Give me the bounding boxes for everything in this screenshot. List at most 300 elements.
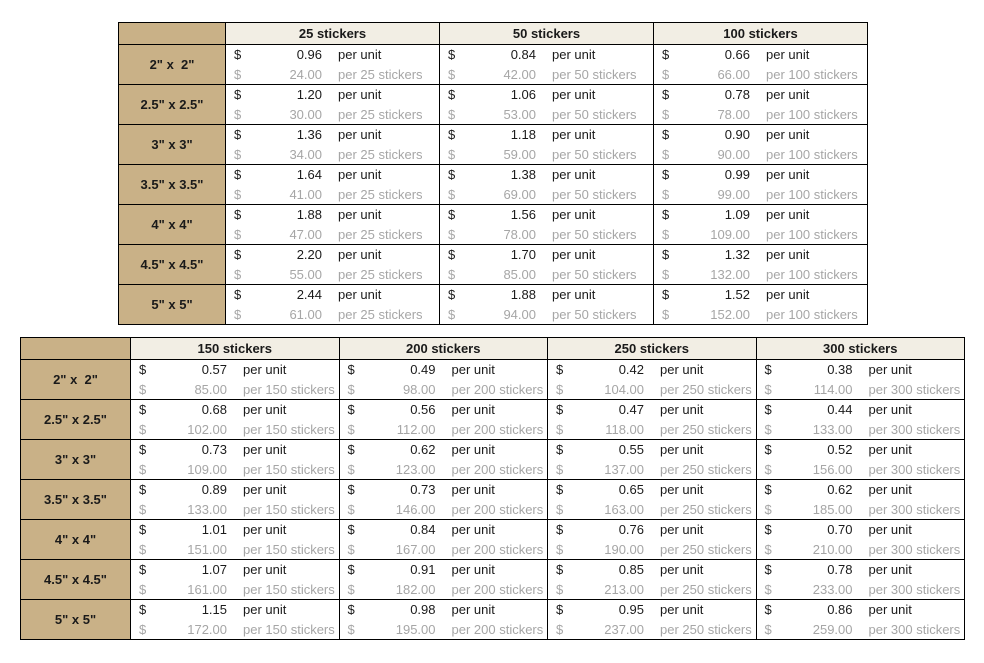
pack-price-value: 78.00: [717, 106, 750, 122]
unit-price-label: per unit: [451, 601, 495, 617]
price-cell: [340, 520, 549, 560]
unit-price-value: 0.65: [618, 481, 644, 497]
pack-price-value: 34.00: [289, 146, 322, 162]
unit-price-line: [340, 440, 548, 460]
unit-price-value: 1.01: [201, 521, 227, 537]
pack-price-value: 53.00: [503, 106, 536, 122]
unit-price-value: 0.49: [410, 361, 436, 377]
price-cell: [340, 400, 549, 440]
price-cell: [654, 85, 868, 125]
pack-price-line: [340, 620, 548, 640]
unit-price-label: per unit: [338, 166, 382, 182]
pack-price-line: [654, 265, 867, 285]
unit-price-value: 0.68: [201, 401, 227, 417]
pack-price-line: [548, 420, 756, 440]
price-cell: [131, 600, 340, 640]
price-cell: [654, 125, 868, 165]
pack-price-line: [131, 620, 339, 640]
price-cell: [654, 285, 868, 325]
price-cell: [548, 560, 757, 600]
price-cell: [226, 205, 440, 245]
unit-price-label: per unit: [766, 46, 810, 62]
currency-symbol: $: [448, 306, 456, 322]
size-label: 4.5" x 4.5": [119, 245, 226, 285]
currency-symbol: $: [139, 601, 147, 617]
size-label: 3.5" x 3.5": [21, 480, 131, 520]
pack-price-label: per 200 stickers: [451, 581, 544, 597]
unit-price-label: per unit: [451, 521, 495, 537]
currency-symbol: $: [347, 541, 355, 557]
unit-price-line: [226, 245, 439, 265]
unit-price-value: 1.38: [510, 166, 536, 182]
currency-symbol: $: [234, 226, 242, 242]
unit-price-value: 1.52: [724, 286, 750, 302]
pack-price-value: 146.00: [395, 501, 436, 517]
unit-price-label: per unit: [552, 286, 596, 302]
pack-price-line: [757, 620, 965, 640]
pack-price-value: 259.00: [812, 621, 853, 637]
unit-price-value: 1.56: [510, 206, 536, 222]
currency-symbol: $: [448, 66, 456, 82]
pack-price-label: per 50 stickers: [552, 266, 637, 282]
size-column-corner-cell: [21, 338, 131, 360]
quantity-header: 25 stickers: [226, 23, 440, 45]
pack-price-label: per 100 stickers: [766, 226, 858, 242]
unit-price-value: 0.84: [510, 46, 536, 62]
pack-price-value: 85.00: [503, 266, 536, 282]
unit-price-line: [440, 205, 653, 225]
price-cell: [654, 165, 868, 205]
unit-price-line: [440, 45, 653, 65]
unit-price-label: per unit: [868, 601, 912, 617]
pack-price-line: [131, 580, 339, 600]
currency-symbol: $: [347, 561, 355, 577]
currency-symbol: $: [662, 66, 670, 82]
size-label: 2" x 2": [119, 45, 226, 85]
unit-price-value: 1.18: [510, 126, 536, 142]
unit-price-line: [654, 245, 867, 265]
pack-price-label: per 300 stickers: [868, 541, 961, 557]
unit-price-line: [548, 520, 756, 540]
currency-symbol: $: [139, 381, 147, 397]
pack-price-label: per 250 stickers: [660, 461, 752, 477]
pricing-table-25-100: [118, 22, 868, 325]
currency-symbol: $: [556, 441, 564, 457]
pack-price-line: [440, 305, 653, 325]
unit-price-value: 0.86: [827, 601, 853, 617]
unit-price-line: [440, 285, 653, 305]
unit-price-label: per unit: [660, 561, 704, 577]
pack-price-line: [226, 65, 439, 85]
unit-price-label: per unit: [243, 441, 287, 457]
price-cell: [226, 125, 440, 165]
price-cell: [131, 360, 340, 400]
currency-symbol: $: [347, 381, 355, 397]
unit-price-line: [654, 205, 867, 225]
pack-price-label: per 25 stickers: [338, 146, 423, 162]
pack-price-line: [548, 580, 756, 600]
unit-price-line: [340, 520, 548, 540]
unit-price-line: [131, 440, 339, 460]
unit-price-line: [654, 165, 867, 185]
unit-price-line: [548, 560, 756, 580]
unit-price-label: per unit: [660, 481, 704, 497]
pack-price-line: [226, 265, 439, 285]
currency-symbol: $: [556, 601, 564, 617]
unit-price-line: [440, 85, 653, 105]
pack-price-value: 195.00: [395, 621, 436, 637]
unit-price-label: per unit: [766, 126, 810, 142]
size-label: 5" x 5": [21, 600, 131, 640]
pack-price-label: per 200 stickers: [451, 621, 544, 637]
pack-price-value: 47.00: [289, 226, 322, 242]
currency-symbol: $: [556, 581, 564, 597]
unit-price-line: [131, 560, 339, 580]
unit-price-line: [340, 480, 548, 500]
currency-symbol: $: [764, 441, 772, 457]
pack-price-label: per 50 stickers: [552, 146, 637, 162]
unit-price-label: per unit: [868, 521, 912, 537]
unit-price-value: 1.88: [510, 286, 536, 302]
pack-price-value: 132.00: [710, 266, 750, 282]
pack-price-value: 109.00: [710, 226, 750, 242]
pack-price-line: [757, 380, 965, 400]
pack-price-line: [757, 580, 965, 600]
currency-symbol: $: [662, 86, 670, 102]
pack-price-value: 152.00: [710, 306, 750, 322]
unit-price-value: 0.89: [201, 481, 227, 497]
price-cell: [548, 360, 757, 400]
currency-symbol: $: [764, 421, 772, 437]
currency-symbol: $: [556, 381, 564, 397]
unit-price-line: [340, 600, 548, 620]
price-cell: [440, 205, 654, 245]
pack-price-value: 99.00: [717, 186, 750, 202]
pack-price-label: per 50 stickers: [552, 226, 637, 242]
pack-price-label: per 100 stickers: [766, 66, 858, 82]
currency-symbol: $: [556, 401, 564, 417]
unit-price-value: 1.64: [296, 166, 322, 182]
pack-price-value: 109.00: [187, 461, 227, 477]
unit-price-value: 0.70: [827, 521, 853, 537]
currency-symbol: $: [234, 306, 242, 322]
unit-price-label: per unit: [243, 481, 287, 497]
pack-price-label: per 25 stickers: [338, 66, 423, 82]
pack-price-value: 98.00: [402, 381, 436, 397]
price-cell: [440, 125, 654, 165]
pack-price-value: 59.00: [503, 146, 536, 162]
price-cell: [131, 560, 340, 600]
unit-price-line: [131, 600, 339, 620]
pack-price-value: 102.00: [187, 421, 227, 437]
currency-symbol: $: [139, 561, 147, 577]
price-cell: [548, 520, 757, 560]
unit-price-label: per unit: [766, 246, 810, 262]
unit-price-label: per unit: [868, 361, 912, 377]
unit-price-value: 0.62: [827, 481, 853, 497]
pack-price-line: [340, 580, 548, 600]
currency-symbol: $: [556, 461, 564, 477]
unit-price-line: [440, 165, 653, 185]
quantity-header: 200 stickers: [340, 338, 549, 360]
pack-price-value: 137.00: [604, 461, 644, 477]
price-cell: [440, 165, 654, 205]
currency-symbol: $: [139, 481, 147, 497]
pack-price-line: [654, 225, 867, 245]
price-cell: [548, 600, 757, 640]
price-cell: [757, 480, 966, 520]
unit-price-line: [654, 45, 867, 65]
pricing-table-150-300: [20, 337, 965, 640]
pack-price-label: per 100 stickers: [766, 186, 858, 202]
currency-symbol: $: [139, 401, 147, 417]
currency-symbol: $: [139, 461, 147, 477]
pack-price-line: [131, 420, 339, 440]
pack-price-value: 55.00: [289, 266, 322, 282]
unit-price-value: 0.56: [410, 401, 436, 417]
pack-price-label: per 250 stickers: [660, 541, 752, 557]
unit-price-value: 2.20: [296, 246, 322, 262]
unit-price-value: 1.36: [296, 126, 322, 142]
currency-symbol: $: [234, 246, 242, 262]
unit-price-line: [340, 560, 548, 580]
currency-symbol: $: [662, 266, 670, 282]
pack-price-line: [440, 265, 653, 285]
price-cell: [226, 165, 440, 205]
unit-price-line: [548, 360, 756, 380]
unit-price-line: [131, 400, 339, 420]
unit-price-value: 0.90: [724, 126, 750, 142]
currency-symbol: $: [764, 401, 772, 417]
pack-price-line: [654, 185, 867, 205]
pack-price-value: 41.00: [289, 186, 322, 202]
currency-symbol: $: [662, 286, 670, 302]
currency-symbol: $: [448, 126, 456, 142]
currency-symbol: $: [347, 521, 355, 537]
pack-price-label: per 100 stickers: [766, 266, 858, 282]
price-cell: [131, 440, 340, 480]
unit-price-line: [757, 560, 965, 580]
size-label: 3" x 3": [21, 440, 131, 480]
unit-price-line: [131, 520, 339, 540]
pack-price-line: [548, 460, 756, 480]
pack-price-value: 133.00: [812, 421, 853, 437]
currency-symbol: $: [662, 166, 670, 182]
pack-price-label: per 50 stickers: [552, 106, 637, 122]
quantity-header: 150 stickers: [131, 338, 340, 360]
unit-price-label: per unit: [660, 441, 704, 457]
currency-symbol: $: [234, 126, 242, 142]
unit-price-label: per unit: [552, 46, 596, 62]
pack-price-line: [548, 380, 756, 400]
unit-price-label: per unit: [868, 481, 912, 497]
pack-price-label: per 25 stickers: [338, 306, 423, 322]
unit-price-label: per unit: [338, 206, 382, 222]
pack-price-line: [654, 145, 867, 165]
unit-price-label: per unit: [552, 126, 596, 142]
unit-price-value: 0.84: [410, 521, 436, 537]
pack-price-label: per 300 stickers: [868, 381, 961, 397]
currency-symbol: $: [764, 501, 772, 517]
size-label: 3" x 3": [119, 125, 226, 165]
pack-price-line: [340, 540, 548, 560]
pack-price-label: per 50 stickers: [552, 66, 637, 82]
unit-price-line: [654, 85, 867, 105]
currency-symbol: $: [347, 621, 355, 637]
size-label: 2.5" x 2.5": [21, 400, 131, 440]
currency-symbol: $: [234, 166, 242, 182]
price-cell: [226, 245, 440, 285]
size-label: 2" x 2": [21, 360, 131, 400]
size-label: 2.5" x 2.5": [119, 85, 226, 125]
quantity-header: 250 stickers: [548, 338, 757, 360]
pack-price-label: per 250 stickers: [660, 501, 752, 517]
unit-price-label: per unit: [660, 361, 704, 377]
pack-price-label: per 200 stickers: [451, 541, 544, 557]
currency-symbol: $: [448, 166, 456, 182]
pack-price-value: 210.00: [812, 541, 853, 557]
pack-price-value: 237.00: [604, 621, 644, 637]
unit-price-line: [654, 285, 867, 305]
price-cell: [340, 480, 549, 520]
unit-price-line: [131, 360, 339, 380]
pack-price-value: 61.00: [289, 306, 322, 322]
size-label: 4" x 4": [21, 520, 131, 560]
unit-price-label: per unit: [552, 206, 596, 222]
price-cell: [340, 560, 549, 600]
pack-price-line: [757, 460, 965, 480]
currency-symbol: $: [764, 381, 772, 397]
unit-price-label: per unit: [552, 246, 596, 262]
unit-price-value: 1.32: [724, 246, 750, 262]
currency-symbol: $: [764, 601, 772, 617]
pack-price-label: per 300 stickers: [868, 621, 961, 637]
currency-symbol: $: [234, 66, 242, 82]
unit-price-line: [226, 85, 439, 105]
pack-price-line: [131, 500, 339, 520]
unit-price-line: [654, 125, 867, 145]
currency-symbol: $: [448, 286, 456, 302]
currency-symbol: $: [556, 501, 564, 517]
currency-symbol: $: [448, 106, 456, 122]
pack-price-value: 163.00: [604, 501, 644, 517]
pack-price-label: per 150 stickers: [243, 581, 335, 597]
unit-price-value: 0.99: [724, 166, 750, 182]
pack-price-label: per 50 stickers: [552, 306, 637, 322]
unit-price-line: [226, 205, 439, 225]
pack-price-label: per 25 stickers: [338, 106, 423, 122]
currency-symbol: $: [234, 106, 242, 122]
unit-price-value: 0.38: [827, 361, 853, 377]
pack-price-line: [757, 420, 965, 440]
unit-price-label: per unit: [338, 46, 382, 62]
unit-price-value: 0.91: [410, 561, 436, 577]
currency-symbol: $: [448, 246, 456, 262]
pack-price-value: 190.00: [604, 541, 644, 557]
currency-symbol: $: [764, 541, 772, 557]
pack-price-label: per 250 stickers: [660, 381, 752, 397]
pack-price-value: 42.00: [503, 66, 536, 82]
pack-price-line: [340, 500, 548, 520]
currency-symbol: $: [662, 106, 670, 122]
pack-price-label: per 200 stickers: [451, 461, 544, 477]
unit-price-label: per unit: [766, 166, 810, 182]
unit-price-label: per unit: [243, 561, 287, 577]
currency-symbol: $: [662, 46, 670, 62]
unit-price-value: 0.47: [618, 401, 644, 417]
unit-price-line: [548, 600, 756, 620]
currency-symbol: $: [556, 361, 564, 377]
currency-symbol: $: [448, 206, 456, 222]
pack-price-value: 118.00: [605, 421, 644, 437]
pack-price-value: 123.00: [395, 461, 436, 477]
pack-price-value: 78.00: [503, 226, 536, 242]
currency-symbol: $: [347, 461, 355, 477]
currency-symbol: $: [764, 561, 772, 577]
unit-price-line: [440, 245, 653, 265]
currency-symbol: $: [556, 421, 564, 437]
currency-symbol: $: [347, 601, 355, 617]
pack-price-value: 114.00: [813, 381, 853, 397]
pack-price-value: 24.00: [289, 66, 322, 82]
unit-price-value: 1.15: [201, 601, 227, 617]
pack-price-line: [226, 105, 439, 125]
pack-price-value: 66.00: [717, 66, 750, 82]
currency-symbol: $: [139, 501, 147, 517]
pack-price-label: per 25 stickers: [338, 226, 423, 242]
pack-price-line: [654, 65, 867, 85]
quantity-header: 300 stickers: [757, 338, 966, 360]
pack-price-value: 85.00: [194, 381, 227, 397]
currency-symbol: $: [234, 206, 242, 222]
unit-price-line: [757, 600, 965, 620]
pack-price-value: 90.00: [717, 146, 750, 162]
currency-symbol: $: [556, 561, 564, 577]
unit-price-value: 1.07: [201, 561, 227, 577]
currency-symbol: $: [662, 146, 670, 162]
unit-price-value: 0.98: [410, 601, 436, 617]
pack-price-line: [440, 185, 653, 205]
pack-price-value: 94.00: [503, 306, 536, 322]
pack-price-value: 167.00: [395, 541, 436, 557]
pack-price-line: [340, 380, 548, 400]
pack-price-line: [131, 540, 339, 560]
pack-price-value: 185.00: [812, 501, 853, 517]
currency-symbol: $: [347, 581, 355, 597]
currency-symbol: $: [139, 621, 147, 637]
unit-price-label: per unit: [552, 86, 596, 102]
price-cell: [440, 85, 654, 125]
pack-price-label: per 150 stickers: [243, 501, 335, 517]
pack-price-label: per 150 stickers: [243, 621, 335, 637]
quantity-header: 50 stickers: [440, 23, 654, 45]
pack-price-line: [226, 225, 439, 245]
pack-price-label: per 300 stickers: [868, 461, 961, 477]
size-label: 4" x 4": [119, 205, 226, 245]
price-cell: [654, 205, 868, 245]
unit-price-value: 0.73: [201, 441, 227, 457]
unit-price-label: per unit: [552, 166, 596, 182]
price-cell: [131, 520, 340, 560]
unit-price-label: per unit: [451, 441, 495, 457]
price-cell: [340, 360, 549, 400]
pack-price-line: [440, 145, 653, 165]
unit-price-value: 0.76: [618, 521, 644, 537]
unit-price-label: per unit: [451, 361, 495, 377]
pack-price-line: [226, 145, 439, 165]
unit-price-line: [757, 480, 965, 500]
unit-price-line: [757, 360, 965, 380]
